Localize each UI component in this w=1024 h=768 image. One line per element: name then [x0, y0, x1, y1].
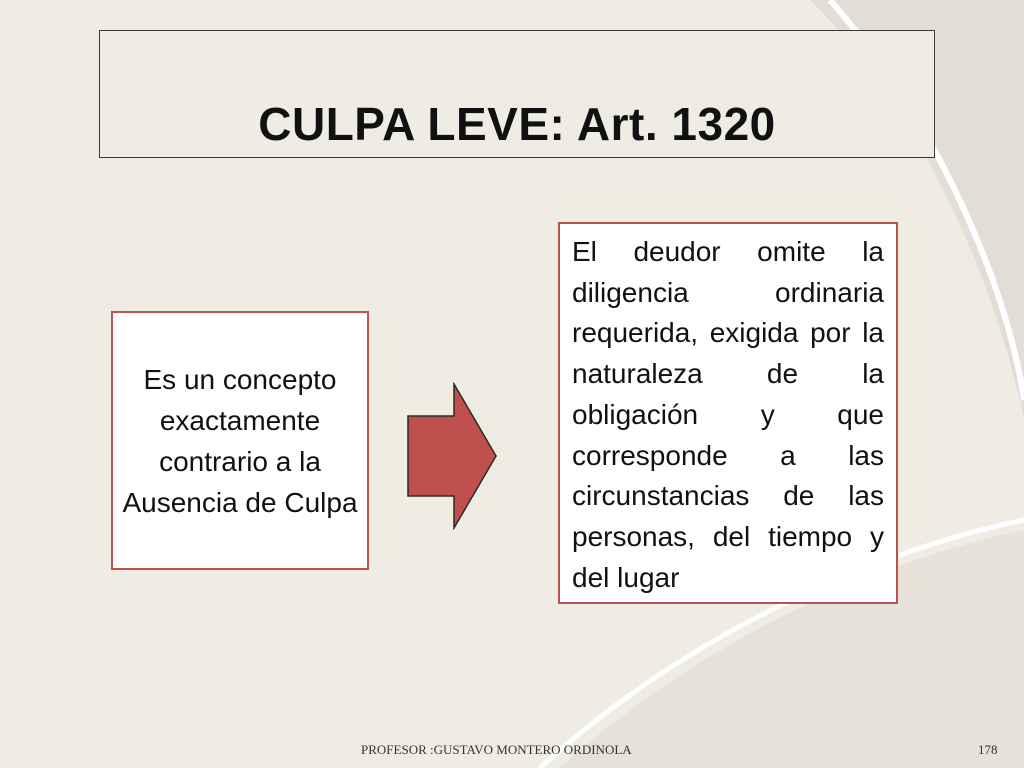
explanation-box	[558, 222, 898, 604]
definition-box	[111, 311, 369, 570]
title-box	[99, 30, 935, 158]
explanation-text: El deudor omite la diligencia ordinaria requerida, exigida por la naturaleza de la obligación y que corresponde a las circunstancias de las personas, del tiempo y del lugar	[572, 236, 884, 593]
page-number: 178	[978, 742, 998, 757]
definition-text: Es un concepto exactamente contrario a la Ausencia de Culpa	[122, 363, 358, 518]
right-arrow-icon	[406, 382, 498, 530]
footer-author: PROFESOR :GUSTAVO MONTERO ORDINOLA	[361, 742, 632, 757]
slide-title: CULPA LEVE: Art. 1320	[258, 98, 776, 150]
